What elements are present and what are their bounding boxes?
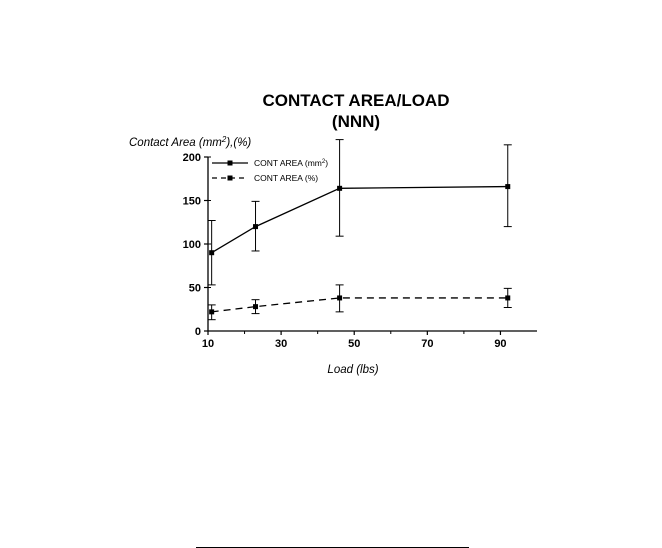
data-point xyxy=(337,186,342,191)
x-axis-label: Load (lbs) xyxy=(327,364,379,376)
legend-marker xyxy=(228,161,233,166)
series-line xyxy=(212,187,508,253)
legend-label: CONT AREA (%) xyxy=(254,173,319,183)
x-tick-label: 10 xyxy=(201,338,215,350)
data-point xyxy=(253,224,258,229)
series-2 xyxy=(208,285,512,320)
y-tick-label: 50 xyxy=(188,282,201,295)
x-tick-label: 50 xyxy=(348,338,361,350)
legend-label: CONT AREA $(mm^2)$ xyxy=(254,158,329,168)
data-point xyxy=(337,295,342,300)
chart-title: CONTACT AREA/LOAD xyxy=(262,91,450,110)
y-axis-label-main: Contact Area (mm xyxy=(129,137,222,149)
data-point xyxy=(505,184,510,189)
axes xyxy=(183,152,537,350)
x-tick-label: 90 xyxy=(494,338,507,350)
y-tick-label: 0 xyxy=(194,326,201,338)
y-axis-label-superscript: 2 xyxy=(221,135,227,144)
y-axis-label xyxy=(129,135,251,149)
x-tick-label: 70 xyxy=(421,338,434,350)
y-tick-label: 150 xyxy=(182,195,201,208)
data-point xyxy=(209,250,214,255)
data-point xyxy=(253,304,258,309)
data-point xyxy=(209,309,214,314)
x-tick-label: 30 xyxy=(274,338,288,350)
y-axis-label-suffix: ),(%) xyxy=(226,137,252,149)
data-point xyxy=(505,295,510,300)
y-tick-label: 200 xyxy=(182,152,201,164)
legend xyxy=(212,158,328,183)
y-tick-label: 100 xyxy=(182,239,201,251)
chart-subtitle: (NNN) xyxy=(331,112,381,131)
legend-marker xyxy=(228,176,233,181)
